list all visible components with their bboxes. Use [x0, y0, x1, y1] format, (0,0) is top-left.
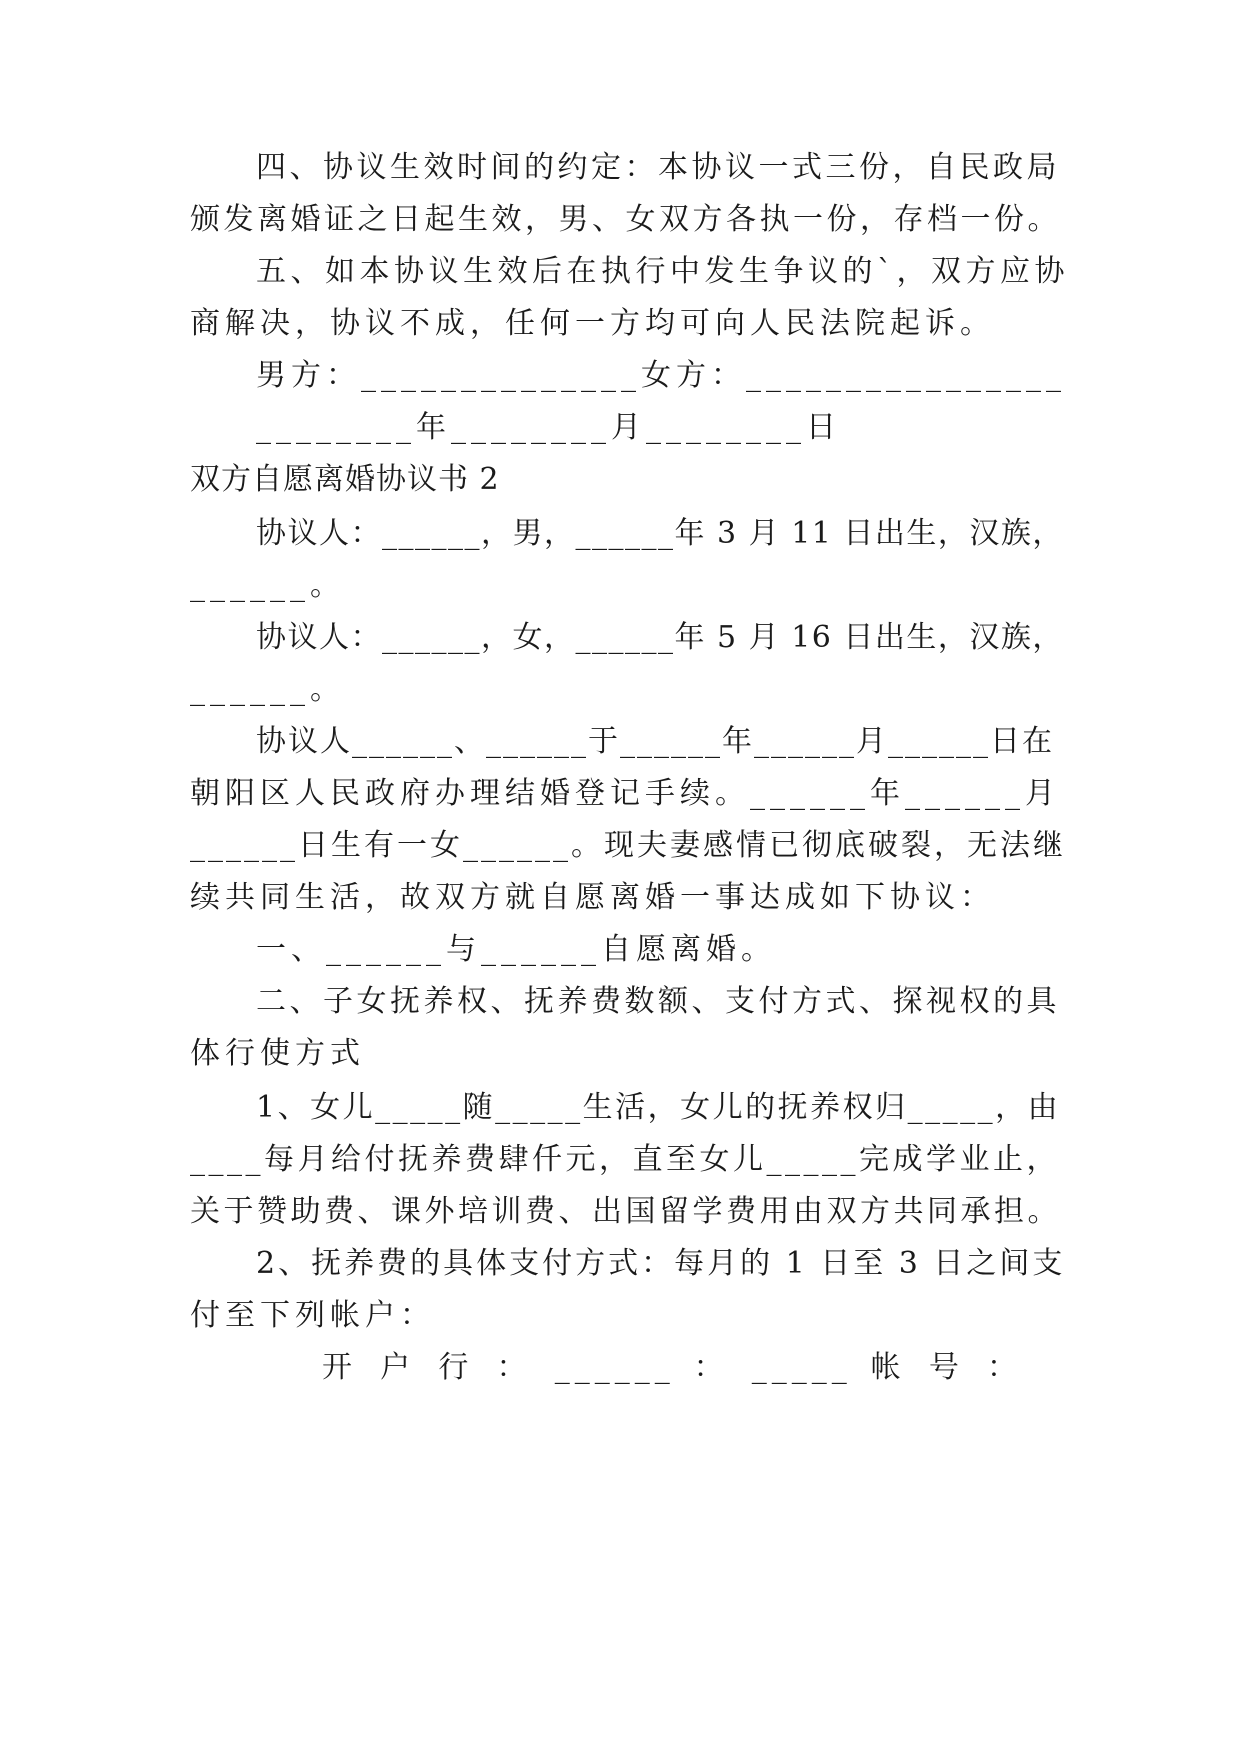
- text-line-effective-date-cont: 颁发离婚证之日起生效，男、女双方各执一份，存档一份。: [190, 202, 1061, 237]
- text-line-bank-account: 开 户 行 ： ______ ： _____ 帐 号 ：: [322, 1350, 1022, 1385]
- text-line-payment: 2、抚养费的具体支付方式：每月的 1 日至 3 日之间支: [256, 1246, 1066, 1281]
- text-line-clause-2: 二、子女抚养权、抚养费数额、支付方式、探视权的具: [256, 984, 1060, 1019]
- text-line-custody-cost: 关于赞助费、课外培训费、出国留学费用由双方共同承担。: [190, 1194, 1061, 1229]
- text-line-signature-date: ________年________月________日: [256, 410, 841, 445]
- text-line-agreement-intro: 续共同生活，故双方就自愿离婚一事达成如下协议：: [190, 880, 995, 915]
- text-line-custody: 1、女儿_____随_____生活，女儿的抚养权归_____，由: [256, 1090, 1061, 1125]
- text-line-child-birth: ______日生有一女______。现夫妻感情已彻底破裂，无法继: [190, 828, 1066, 863]
- text-line-marriage-cont: 朝阳区人民政府办理结婚登记手续。______年______月: [190, 776, 1060, 811]
- text-line-dispute: 五、如本协议生效后在执行中发生争议的`，双方应协: [256, 254, 1069, 289]
- text-line-clause-1: 一、______与______自愿离婚。: [256, 932, 776, 967]
- text-line-dispute-cont: 商解决，协议不成，任何一方均可向人民法院起诉。: [190, 306, 995, 341]
- text-line-custody-cont: ____每月给付抚养费肆仟元，直至女儿_____完成学业止，: [190, 1142, 1060, 1177]
- text-line-party-female-cont: ______。: [190, 672, 345, 707]
- document-heading: 双方自愿离婚协议书 2: [190, 462, 500, 497]
- text-line-signatures: 男方：______________女方：________________: [256, 358, 1066, 393]
- text-line-party-female: 协议人：______，女，______年 5 月 16 日出生，汉族，: [256, 620, 1064, 655]
- text-line-party-male: 协议人：______，男，______年 3 月 11 日出生，汉族，: [256, 516, 1064, 551]
- text-line-effective-date: 四、协议生效时间的约定：本协议一式三份，自民政局: [256, 150, 1060, 185]
- text-line-clause-2-cont: 体行使方式: [190, 1036, 365, 1071]
- text-line-party-male-cont: ______。: [190, 568, 345, 603]
- text-line-marriage: 协议人______、______于______年______月______日在: [256, 724, 1054, 759]
- text-line-payment-cont: 付至下列帐户：: [190, 1298, 435, 1333]
